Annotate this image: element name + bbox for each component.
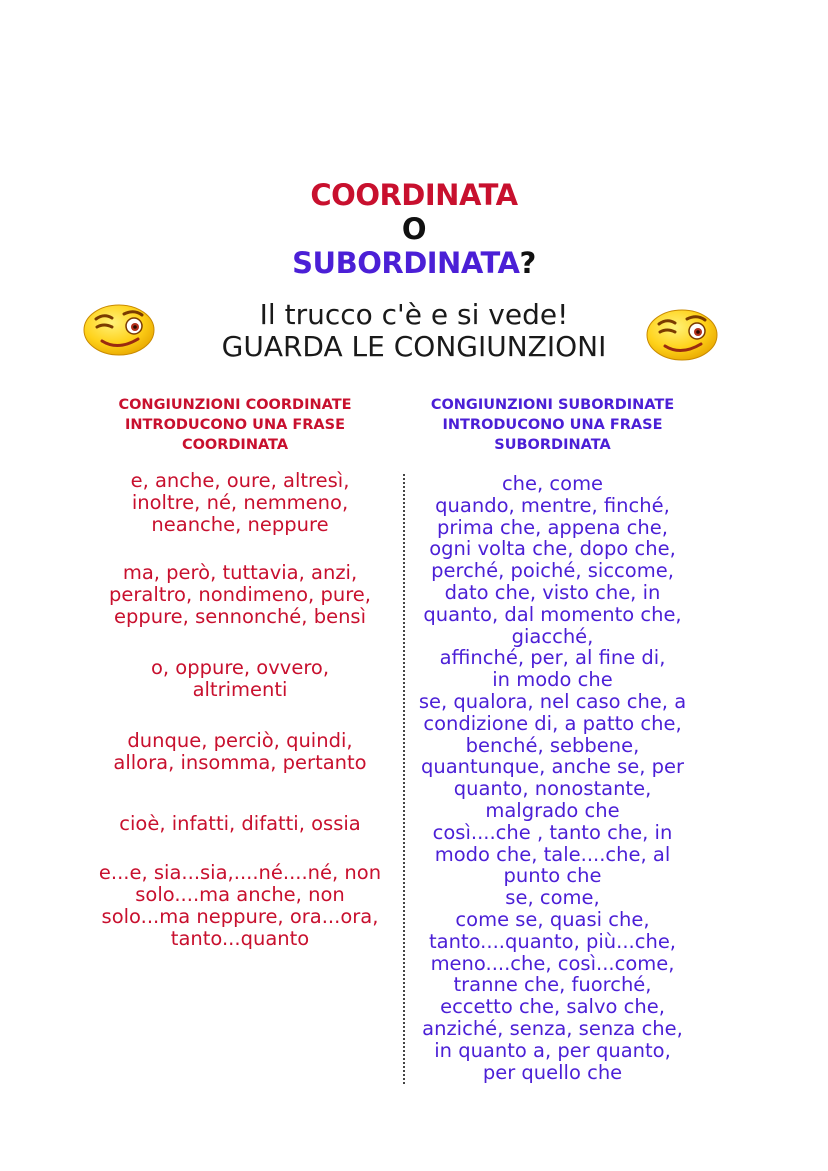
subordinate-line: condizione di, a patto che, xyxy=(423,711,682,735)
coordinate-group-explicative xyxy=(90,813,390,835)
coordinate-header-line: CONGIUNZIONI COORDINATE xyxy=(118,397,352,413)
coordinate-line: e, anche, oure, altresì, xyxy=(130,469,350,492)
coordinate-line: ma, però, tuttavia, anzi, xyxy=(122,561,358,584)
subordinate-header-line: CONGIUNZIONI SUBORDINATE xyxy=(430,397,675,413)
coordinate-header xyxy=(90,395,380,455)
title-subordinata-word: SUBORDINATA xyxy=(292,246,520,280)
subordinate-list xyxy=(400,473,705,1083)
coordinate-line: solo...ma neppure, ora...ora, xyxy=(101,905,379,928)
coordinate-line: e...e, sia...sia,....né....né, non xyxy=(98,861,382,884)
coordinate-line: altrimenti xyxy=(192,678,288,701)
coordinate-header-line: INTRODUCONO UNA FRASE xyxy=(124,417,346,433)
subordinate-line: meno....che, così...come, xyxy=(430,951,675,975)
subordinate-line: eccetto che, salvo che, xyxy=(440,995,665,1019)
title-question-mark: ? xyxy=(519,246,536,280)
coordinate-header-line: COORDINATA xyxy=(181,437,289,453)
subordinate-line: se, come, xyxy=(505,886,600,910)
coordinate-line: solo....ma anche, non xyxy=(135,883,345,906)
subordinate-line: per quello che xyxy=(482,1060,623,1084)
subordinate-line: quanto, nonostante, xyxy=(453,777,652,801)
subordinate-line: giacché, xyxy=(511,624,594,648)
subordinate-line: dato che, visto che, in xyxy=(444,580,661,604)
subordinate-header-line: INTRODUCONO UNA FRASE xyxy=(442,417,663,433)
coordinate-group-correlative xyxy=(90,862,390,950)
subordinate-line: anziché, senza, senza che, xyxy=(422,1016,683,1040)
subordinate-header xyxy=(405,395,700,455)
subordinate-line: in quanto a, per quanto, xyxy=(434,1038,671,1062)
coordinate-group-conclusive xyxy=(90,730,390,774)
subordinate-line: ogni volta che, dopo che, xyxy=(429,537,676,561)
coordinate-line: neanche, neppure xyxy=(151,513,329,536)
subtitle-line-2: GUARDA LE CONGIUNZIONI xyxy=(221,330,607,363)
winking-face-icon xyxy=(82,303,156,357)
subordinate-line: malgrado che xyxy=(485,798,620,822)
subordinate-header-line: SUBORDINATA xyxy=(494,437,611,453)
title-o: O xyxy=(401,212,427,246)
subordinate-line: prima che, appena che, xyxy=(437,515,668,539)
subordinate-line: se, qualora, nel caso che, a xyxy=(418,689,687,713)
subordinate-line: modo che, tale....che, al xyxy=(434,842,671,866)
subordinate-line: punto che xyxy=(503,864,602,888)
subordinate-line: quando, mentre, finché, xyxy=(435,493,670,517)
coordinate-group-adversative xyxy=(90,562,390,628)
subordinate-line: tranne che, fuorché, xyxy=(453,973,652,997)
title-coordinata: COORDINATA xyxy=(310,178,518,212)
coordinate-line: cioè, infatti, difatti, ossia xyxy=(119,812,361,835)
coordinate-group-disjunctive xyxy=(90,657,390,701)
coordinate-group-copulative xyxy=(90,470,390,536)
title-subordinata xyxy=(0,246,828,280)
coordinate-line: tanto...quanto xyxy=(170,927,310,950)
coordinate-line: allora, insomma, pertanto xyxy=(113,751,367,774)
subordinate-line: così....che , tanto che, in xyxy=(432,820,673,844)
subordinate-line: benché, sebbene, xyxy=(465,733,640,757)
coordinate-line: inoltre, né, nemmeno, xyxy=(131,491,349,514)
coordinate-line: dunque, perciò, quindi, xyxy=(127,729,353,752)
coordinate-line: eppure, sennonché, bensì xyxy=(113,605,367,628)
subordinate-line: quanto, dal momento che, xyxy=(423,602,682,626)
subordinate-line: tanto....quanto, più...che, xyxy=(428,929,677,953)
subtitle-line-1: Il trucco c'è e si vede! xyxy=(259,298,569,331)
coordinate-line: peraltro, nondimeno, pure, xyxy=(109,583,371,606)
coordinate-line: o, oppure, ovvero, xyxy=(150,656,330,679)
subordinate-line: che, come xyxy=(501,472,604,495)
subordinate-line: quantunque, anche se, per xyxy=(420,755,685,779)
subordinate-line: come se, quasi che, xyxy=(455,907,650,931)
winking-face-icon xyxy=(645,308,719,362)
subordinate-line: affinché, per, al fine di, xyxy=(439,646,666,670)
subordinate-line: perché, poiché, siccome, xyxy=(431,559,674,583)
subordinate-line: in modo che xyxy=(492,668,613,692)
